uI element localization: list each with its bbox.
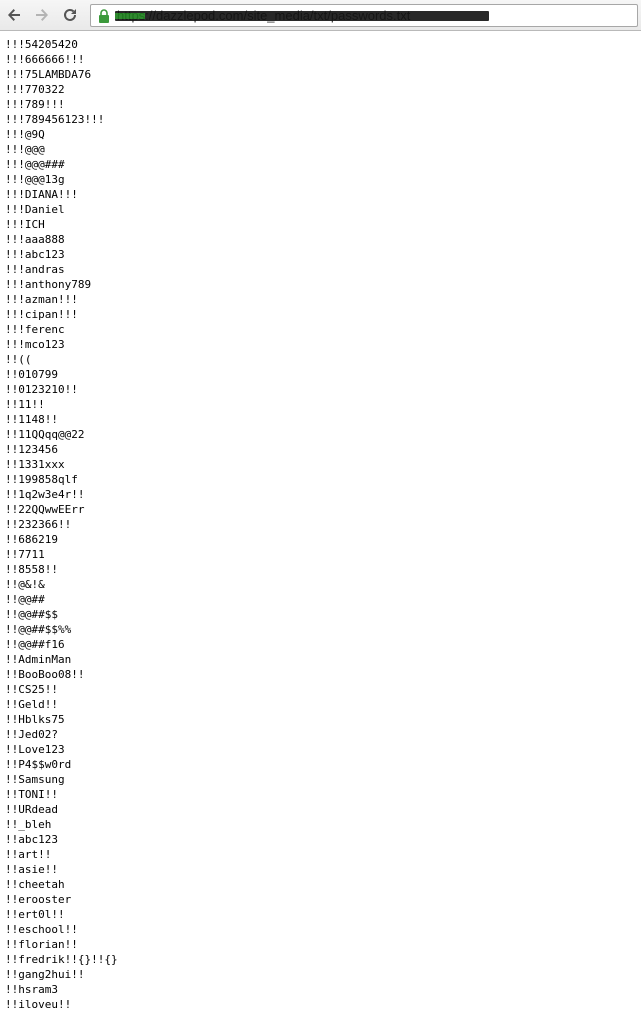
text-line: !!11!! — [5, 398, 45, 411]
text-line: !!art!! — [5, 848, 52, 861]
text-line: !!TONI!! — [5, 788, 58, 801]
back-button[interactable] — [4, 5, 24, 25]
reload-button[interactable] — [60, 5, 80, 25]
text-line: !!!789456123!!! — [5, 113, 105, 126]
text-line: !!!@@@### — [5, 158, 65, 171]
text-line: !!!azman!!! — [5, 293, 78, 306]
text-line: !!!aaa888 — [5, 233, 65, 246]
text-line: !!@@##$$ — [5, 608, 58, 621]
address-bar[interactable] — [90, 4, 638, 27]
text-line: !!199858qlf — [5, 473, 78, 486]
text-line: !!@&!& — [5, 578, 45, 591]
text-line: !!Samsung — [5, 773, 65, 786]
text-line: !!(( — [5, 353, 32, 366]
text-line: !!8558!! — [5, 563, 58, 576]
text-line: !!!DIANA!!! — [5, 188, 78, 201]
url-redaction — [115, 11, 489, 21]
text-line: !!010799 — [5, 368, 58, 381]
back-arrow-icon — [6, 7, 22, 23]
reload-icon — [62, 7, 78, 23]
text-line: !!!@@@ — [5, 143, 45, 156]
text-line: !!123456 — [5, 443, 58, 456]
text-line: !!@@##$$%% — [5, 623, 72, 636]
text-line: !!Jed02? — [5, 728, 58, 741]
text-line: !!!Daniel — [5, 203, 65, 216]
forward-button[interactable] — [32, 5, 52, 25]
forward-arrow-icon — [34, 7, 50, 23]
text-line: !!@@##f16 — [5, 638, 65, 651]
text-line: !!eschool!! — [5, 923, 78, 936]
text-line: !!Hblks75 — [5, 713, 65, 726]
text-line: !!!666666!!! — [5, 53, 85, 66]
text-line: !!hsram3 — [5, 983, 58, 996]
text-line: !!1148!! — [5, 413, 58, 426]
text-line: !!asie!! — [5, 863, 58, 876]
text-line: !!22QQwwEErr — [5, 503, 85, 516]
text-line: !!AdminMan — [5, 653, 72, 666]
text-line: !!!@9Q — [5, 128, 45, 141]
text-line: !!!abc123 — [5, 248, 65, 261]
text-line: !!abc123 — [5, 833, 58, 846]
text-line: !!!54205420 — [5, 38, 78, 51]
text-line: !!686219 — [5, 533, 58, 546]
text-line: !!7711 — [5, 548, 45, 561]
text-line: !!!@@@13g — [5, 173, 65, 186]
text-line: !!fredrik!!{}!!{} — [5, 953, 118, 966]
text-line: !!0123210!! — [5, 383, 78, 396]
text-line: !!1331xxx — [5, 458, 65, 471]
lock-icon — [97, 8, 111, 24]
text-line: !!BooBoo08!! — [5, 668, 85, 681]
text-line: !!URdead — [5, 803, 58, 816]
text-line: !!P4$$w0rd — [5, 758, 72, 771]
text-line: !!!mco123 — [5, 338, 65, 351]
text-line: !!iloveu!! — [5, 998, 72, 1011]
text-line: !!1q2w3e4r!! — [5, 488, 85, 501]
text-line: !!CS25!! — [5, 683, 58, 696]
browser-toolbar — [0, 0, 641, 31]
text-line: !!!cipan!!! — [5, 308, 78, 321]
text-line: !!!anthony789 — [5, 278, 92, 291]
text-line: !!!75LAMBDA76 — [5, 68, 92, 81]
text-line: !!!ferenc — [5, 323, 65, 336]
text-line: !!@@## — [5, 593, 45, 606]
text-line: !!gang2hui!! — [5, 968, 85, 981]
text-line: !!erooster — [5, 893, 72, 906]
text-line: !!florian!! — [5, 938, 78, 951]
text-line: !!ert0l!! — [5, 908, 65, 921]
text-line: !!!andras — [5, 263, 65, 276]
text-line: !!cheetah — [5, 878, 65, 891]
text-line: !!11QQqq@@22 — [5, 428, 85, 441]
text-line: !!232366!! — [5, 518, 72, 531]
plain-text-document — [5, 37, 635, 1011]
text-line: !!Geld!! — [5, 698, 58, 711]
text-line: !!!ICH — [5, 218, 45, 231]
text-line: !!_bleh — [5, 818, 52, 831]
text-line: !!Love123 — [5, 743, 65, 756]
text-line: !!!789!!! — [5, 98, 65, 111]
text-line: !!!770322 — [5, 83, 65, 96]
